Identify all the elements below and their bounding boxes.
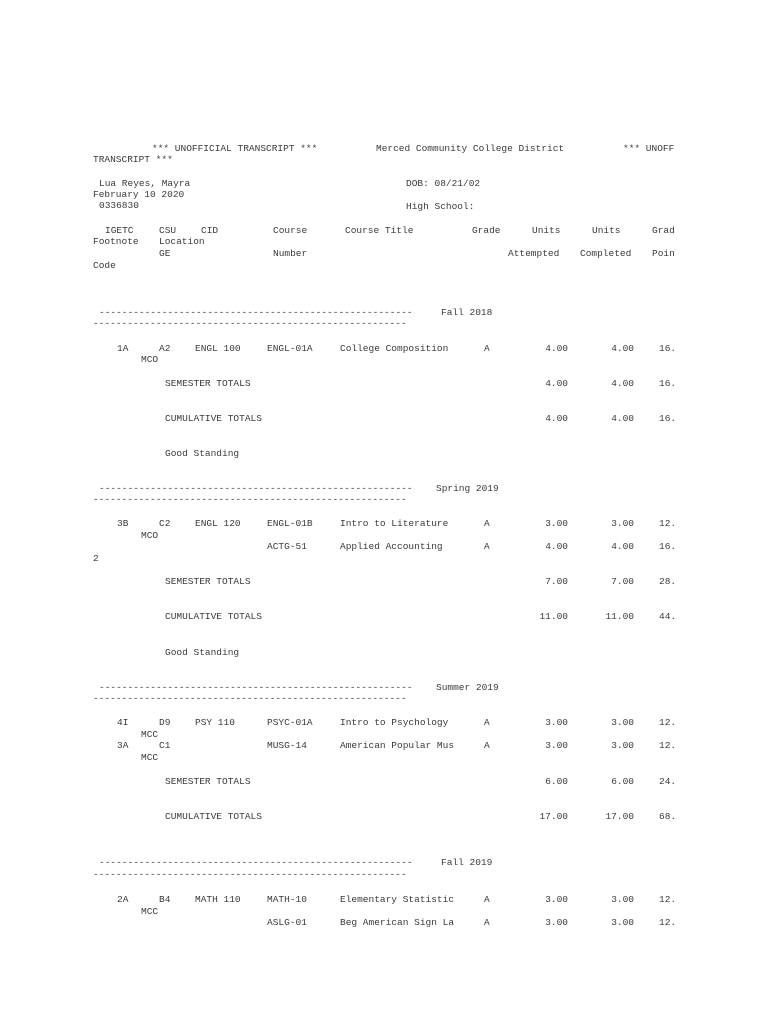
- term-divider: -------------------------------------------------------: [93, 869, 407, 880]
- course-title: College Composition: [340, 343, 449, 354]
- semester-grade-points: 16.: [659, 378, 677, 389]
- cumulative-units-attempted: 11.00: [539, 611, 568, 622]
- semester-units-attempted: 7.00: [545, 576, 568, 587]
- course-title: Elementary Statistic: [340, 894, 455, 905]
- academic-standing: Good Standing: [165, 448, 240, 459]
- cumulative-units-completed: 11.00: [605, 611, 634, 622]
- cumulative-units-attempted: 17.00: [539, 811, 568, 822]
- units-attempted: 3.00: [545, 740, 568, 751]
- units-attempted: 4.00: [545, 541, 568, 552]
- units-completed: 3.00: [611, 917, 634, 928]
- cumulative-units-completed: 4.00: [611, 413, 634, 424]
- course-title: American Popular Mus: [340, 740, 455, 751]
- col-course-title: Course Title: [345, 225, 414, 236]
- course-number: ACTG-51: [267, 541, 307, 552]
- col-completed: Completed: [580, 248, 632, 259]
- cumulative-units-completed: 17.00: [605, 811, 634, 822]
- term-name: Fall 2018: [441, 307, 493, 318]
- transcript-title-wrap: TRANSCRIPT ***: [93, 154, 173, 165]
- course-number: ASLG-01: [267, 917, 307, 928]
- col-units-2: Units: [592, 225, 621, 236]
- grade: A: [484, 917, 490, 928]
- cumulative-units-attempted: 4.00: [545, 413, 568, 424]
- units-completed: 4.00: [611, 541, 634, 552]
- grade: A: [484, 740, 490, 751]
- student-id: 0336830: [99, 200, 139, 211]
- col-grad: Grad: [652, 225, 675, 236]
- location: MCO: [141, 354, 159, 365]
- igetc-code: 3B: [117, 518, 129, 529]
- district-name: Merced Community College District: [376, 143, 565, 154]
- csu-ge: C1: [159, 740, 171, 751]
- units-completed: 3.00: [611, 518, 634, 529]
- units-completed: 3.00: [611, 894, 634, 905]
- semester-units-attempted: 6.00: [545, 776, 568, 787]
- grade-points: 12.: [659, 740, 677, 751]
- col-number: Number: [273, 248, 308, 259]
- csu-ge: A2: [159, 343, 171, 354]
- igetc-code: 3A: [117, 740, 129, 751]
- units-completed: 4.00: [611, 343, 634, 354]
- units-completed: 3.00: [611, 717, 634, 728]
- col-grade: Grade: [472, 225, 501, 236]
- student-name: Lua Reyes, Mayra: [99, 178, 191, 189]
- semester-totals-label: SEMESTER TOTALS: [165, 378, 251, 389]
- cumulative-totals-label: CUMULATIVE TOTALS: [165, 413, 262, 424]
- units-attempted: 4.00: [545, 343, 568, 354]
- units-attempted: 3.00: [545, 917, 568, 928]
- units-attempted: 3.00: [545, 717, 568, 728]
- course-number: ENGL-01B: [267, 518, 313, 529]
- igetc-code: 4I: [117, 717, 129, 728]
- grade: A: [484, 518, 490, 529]
- units-attempted: 3.00: [545, 894, 568, 905]
- academic-standing: Good Standing: [165, 647, 240, 658]
- cumulative-grade-points: 16.: [659, 413, 677, 424]
- col-csu: CSU: [159, 225, 177, 236]
- grade: A: [484, 541, 490, 552]
- col-igetc: IGETC: [105, 225, 134, 236]
- term-name: Fall 2019: [441, 857, 493, 868]
- semester-units-completed: 4.00: [611, 378, 634, 389]
- grade: A: [484, 894, 490, 905]
- course-number: MUSG-14: [267, 740, 307, 751]
- grade: A: [484, 717, 490, 728]
- cid: MATH 110: [195, 894, 241, 905]
- location: MCC: [141, 729, 159, 740]
- cid: ENGL 100: [195, 343, 241, 354]
- transcript-title-right: *** UNOFF: [623, 143, 675, 154]
- col-course: Course: [273, 225, 308, 236]
- csu-ge: D9: [159, 717, 171, 728]
- location: MCC: [141, 906, 159, 917]
- location: MCC: [141, 752, 159, 763]
- term-divider: -------------------------------------------------------: [93, 494, 407, 505]
- transcript-date: February 10 2020: [93, 189, 185, 200]
- term-divider: -------------------------------------------------------: [99, 682, 413, 693]
- semester-totals-label: SEMESTER TOTALS: [165, 776, 251, 787]
- term-divider: -------------------------------------------------------: [99, 857, 413, 868]
- col-code: Code: [93, 260, 116, 271]
- student-dob: DOB: 08/21/02: [406, 178, 481, 189]
- term-name: Spring 2019: [436, 483, 499, 494]
- course-title: Intro to Psychology: [340, 717, 449, 728]
- grade-points: 12.: [659, 518, 677, 529]
- transcript-title: *** UNOFFICIAL TRANSCRIPT ***: [152, 143, 318, 154]
- units-attempted: 3.00: [545, 518, 568, 529]
- semester-units-completed: 7.00: [611, 576, 634, 587]
- cumulative-grade-points: 68.: [659, 811, 677, 822]
- igetc-code: 2A: [117, 894, 129, 905]
- cumulative-grade-points: 44.: [659, 611, 677, 622]
- col-poin: Poin: [652, 248, 675, 259]
- grade-points: 16.: [659, 541, 677, 552]
- col-attempted: Attempted: [508, 248, 560, 259]
- col-units-1: Units: [532, 225, 561, 236]
- semester-grade-points: 24.: [659, 776, 677, 787]
- semester-totals-label: SEMESTER TOTALS: [165, 576, 251, 587]
- course-number: PSYC-01A: [267, 717, 313, 728]
- footnote-code: 2: [93, 553, 99, 564]
- igetc-code: 1A: [117, 343, 129, 354]
- col-cid: CID: [201, 225, 219, 236]
- term-name: Summer 2019: [436, 682, 499, 693]
- cid: ENGL 120: [195, 518, 241, 529]
- grade-points: 12.: [659, 894, 677, 905]
- col-ge: GE: [159, 248, 171, 259]
- term-divider: -------------------------------------------------------: [99, 483, 413, 494]
- cumulative-totals-label: CUMULATIVE TOTALS: [165, 811, 262, 822]
- high-school-label: High School:: [406, 201, 475, 212]
- csu-ge: C2: [159, 518, 171, 529]
- semester-units-attempted: 4.00: [545, 378, 568, 389]
- course-number: MATH-10: [267, 894, 307, 905]
- col-location: Location: [159, 236, 205, 247]
- csu-ge: B4: [159, 894, 171, 905]
- cumulative-totals-label: CUMULATIVE TOTALS: [165, 611, 262, 622]
- cid: PSY 110: [195, 717, 235, 728]
- course-number: ENGL-01A: [267, 343, 313, 354]
- units-completed: 3.00: [611, 740, 634, 751]
- term-divider: -------------------------------------------------------: [93, 693, 407, 704]
- grade-points: 12.: [659, 717, 677, 728]
- col-footnote: Footnote: [93, 236, 139, 247]
- grade: A: [484, 343, 490, 354]
- location: MCO: [141, 530, 159, 541]
- semester-grade-points: 28.: [659, 576, 677, 587]
- grade-points: 16.: [659, 343, 677, 354]
- term-divider: -------------------------------------------------------: [93, 318, 407, 329]
- course-title: Beg American Sign La: [340, 917, 455, 928]
- term-divider: -------------------------------------------------------: [99, 307, 413, 318]
- grade-points: 12.: [659, 917, 677, 928]
- course-title: Applied Accounting: [340, 541, 443, 552]
- course-title: Intro to Literature: [340, 518, 449, 529]
- semester-units-completed: 6.00: [611, 776, 634, 787]
